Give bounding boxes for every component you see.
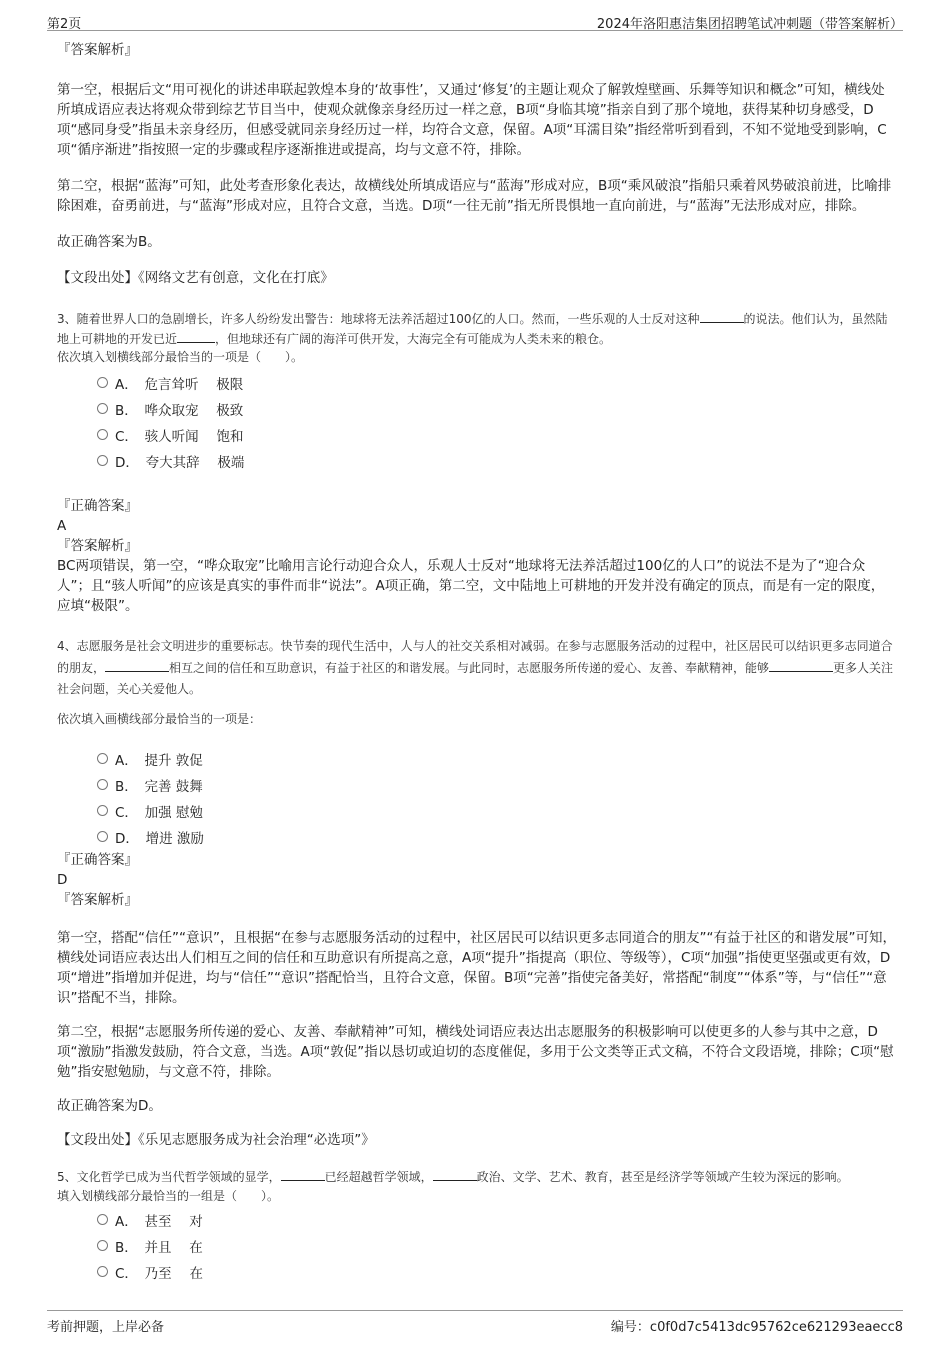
option-label: B． 完善 鼓舞 (115, 779, 203, 795)
q2-analysis-para1: 第一空，根据后文“用可视化的讲述串联起敦煌本身的‘故事性’，又通过‘修复’的主题让观众了解敦煌壁画、乐舞等知识和概念”可知，横线处所填成语应表达将观众带到综艺节目当中，使观众就像亲身经历过一样之意，B项“身临其境”指亲自到了那个境地，获得某种切身感受，D项“感同身受”指虽未亲身经历，但感受就同亲身经历过一样，均符合文意，保留。A项“耳濡目染”指经常听到看到，不知不觉地受到影响，C项“循序渐进”指按照一定的步骤或程序逐渐推进或提高，均与文意不符，排除。 (57, 82, 887, 158)
page-header (47, 10, 903, 31)
radio-icon[interactable] (97, 753, 108, 764)
q3-options (57, 370, 897, 474)
q5-stem-part: 已经超越哲学领域， (324, 1170, 433, 1184)
q2-analysis-label: 『答案解析』 (57, 42, 138, 58)
code-value: c0f0d7c5413dc95762ce621293eaecc8 (649, 1320, 903, 1335)
option-label: C． 加强 慰勉 (115, 805, 203, 821)
q3-analysis: BC两项错误，第一空，“哗众取宠”比喻用言论行动迎合众人，乐观人士反对“地球将无法养活超过100亿的人口”的说法不是为了“迎合众人”；且“骇人听闻”的应该是真实的事件而非“说法”。A项正确，第二空，文中陆地上可耕地的开发并没有确定的顶点，而是有一定的限度，应填“极限”。 (57, 558, 885, 614)
q5-stem (57, 1166, 897, 1187)
q4-analysis-para1: 第一空，搭配“信任”“意识”，且根据“在参与志愿服务活动的过程中，社区居民可以结识更多志同道合的朋友”“有益于社区的和谐发展”可知，横线处词语应表达出人们相互之间的信任和互助意识有所提高之意，A项“提升”指提高（职位、等级等），C项“加强”指使更坚强或更有效，D项“增进”指增加并促进，均与“信任”“意识”搭配恰当，且符合文意，保留。B项“完善”指使完备美好，常搭配“制度”“体系”等，与“信任”“意识”搭配不当，排除。 (57, 930, 896, 1006)
q4-prompt: 依次填入画横线部分最恰当的一项是： (57, 712, 262, 726)
option-label: A． 危言耸听 极限 (115, 377, 244, 393)
q4-source: 【文段出处】《乐见志愿服务成为社会治理“必选项”》 (57, 1132, 375, 1148)
option-label: A． 提升 敦促 (115, 753, 203, 769)
q3-option-c[interactable] (57, 422, 897, 448)
q4-stem-part: 相互之间的信任和互助意识，有益于社区的和谐发展。与此同时，志愿服务所传递的爱心、友善、奉献精神，能够 (169, 661, 770, 675)
q2-conclusion: 故正确答案为B。 (57, 234, 161, 250)
option-label: A． 甚至 对 (115, 1214, 203, 1230)
radio-icon[interactable] (97, 429, 108, 440)
q3-blank-1 (700, 308, 744, 323)
page-content (57, 40, 897, 1285)
q4-conclusion: 故正确答案为D。 (57, 1098, 162, 1114)
q3-option-b[interactable] (57, 396, 897, 422)
q3-prompt: 依次填入划横线部分最恰当的一项是（ ）。 (57, 350, 304, 364)
q3-answer: A (57, 518, 67, 534)
footer-slogan: 考前押题，上岸必备 (47, 1320, 165, 1335)
option-label: B． 哗众取宠 极致 (115, 403, 244, 419)
document-title: 2024年洛阳惠洁集团招聘笔试冲刺题（带答案解析） (596, 17, 903, 32)
q5-blank-1 (281, 1166, 325, 1181)
q4-analysis-para2: 第二空，根据“志愿服务所传递的爱心、友善、奉献精神”可知，横线处词语应表达出志愿服务的积极影响可以使更多的人参与其中之意，D项“激励”指激发鼓励，符合文意，当选。A项“敦促”指以恳切或迫切的态度催促，多用于公文类等正式文稿，不符合文段语境，排除；C项“慰勉”指安慰勉励，与文意不符，排除。 (57, 1024, 894, 1080)
radio-icon[interactable] (97, 779, 108, 790)
q5-option-b[interactable] (57, 1233, 897, 1259)
page-number: 第2页 (47, 17, 82, 32)
q4-option-c[interactable] (57, 798, 897, 824)
q3-answer-label: 『正确答案』 (57, 498, 138, 514)
q3-stem-part: 的说法。他们认为，虽然陆地上可耕地的开发已近 (57, 312, 888, 346)
radio-icon[interactable] (97, 1266, 108, 1277)
q4-stem (57, 636, 897, 700)
q4-option-d[interactable] (57, 824, 897, 850)
radio-icon[interactable] (97, 403, 108, 414)
radio-icon[interactable] (97, 377, 108, 388)
code-label: 编号： (610, 1320, 650, 1335)
q4-stem-part: 4、志愿服务是社会文明进步的重要标志。快节奏的现代生活中，人与人的社交关系相对减弱。在参与志愿服务活动的过程中，社区居民可以结识更多志同道合的朋友， (57, 639, 893, 675)
q4-answer: D (57, 872, 68, 888)
option-label: B． 并且 在 (115, 1240, 203, 1256)
q4-blank-2 (769, 657, 833, 672)
page-footer (47, 1310, 903, 1335)
option-label: D． 增进 激励 (115, 831, 204, 847)
q5-blank-2 (433, 1166, 477, 1181)
q5-options (57, 1207, 897, 1285)
radio-icon[interactable] (97, 1240, 108, 1251)
q5-stem-part: 政治、文学、艺术、教育，甚至是经济学等领域产生较为深远的影响。 (476, 1170, 849, 1184)
q4-answer-label: 『正确答案』 (57, 852, 138, 868)
q5-option-c[interactable] (57, 1259, 897, 1285)
q5-stem-part: 5、文化哲学已成为当代哲学领域的显学， (57, 1170, 281, 1184)
q4-options (57, 746, 897, 850)
radio-icon[interactable] (97, 455, 108, 466)
q3-stem (57, 308, 897, 348)
q3-analysis-label: 『答案解析』 (57, 538, 138, 554)
q5-option-a[interactable] (57, 1207, 897, 1233)
q4-option-a[interactable] (57, 746, 897, 772)
option-label: C． 骇人听闻 饱和 (115, 429, 244, 445)
q3-stem-part: ，但地球还有广阔的海洋可供开发，大海完全有可能成为人类未来的粮仓。 (215, 332, 612, 346)
q3-stem-part: 3、随着世界人口的急剧增长，许多人纷纷发出警告：地球将无法养活超过100亿的人口。然而，一些乐观的人士反对这种 (57, 312, 700, 326)
q4-option-b[interactable] (57, 772, 897, 798)
option-label: C． 乃至 在 (115, 1266, 203, 1282)
q3-option-a[interactable] (57, 370, 897, 396)
radio-icon[interactable] (97, 805, 108, 816)
q4-stem-part: 更多人关注社会问题，关心关爱他人。 (57, 661, 894, 696)
q4-blank-1 (105, 657, 169, 672)
q3-option-d[interactable] (57, 448, 897, 474)
q2-source: 【文段出处】《网络文艺有创意，文化在打底》 (57, 270, 334, 286)
radio-icon[interactable] (97, 831, 108, 842)
q3-blank-2 (177, 328, 215, 343)
q5-prompt: 填入划横线部分最恰当的一组是（ ）。 (57, 1189, 280, 1203)
document-code (611, 1316, 903, 1335)
q4-analysis-label: 『答案解析』 (57, 892, 138, 908)
option-label: D． 夸大其辞 极端 (115, 455, 245, 471)
q2-analysis-para2: 第二空，根据“蓝海”可知，此处考查形象化表达，故横线处所填成语应与“蓝海”形成对应，B项“乘风破浪”指船只乘着风势破浪前进，比喻排除困难，奋勇前进，与“蓝海”形成对应，且符合文意，当选。D项“一往无前”指无所畏惧地一直向前进，与“蓝海”无法形成对应，排除。 (57, 178, 892, 214)
radio-icon[interactable] (97, 1214, 108, 1225)
